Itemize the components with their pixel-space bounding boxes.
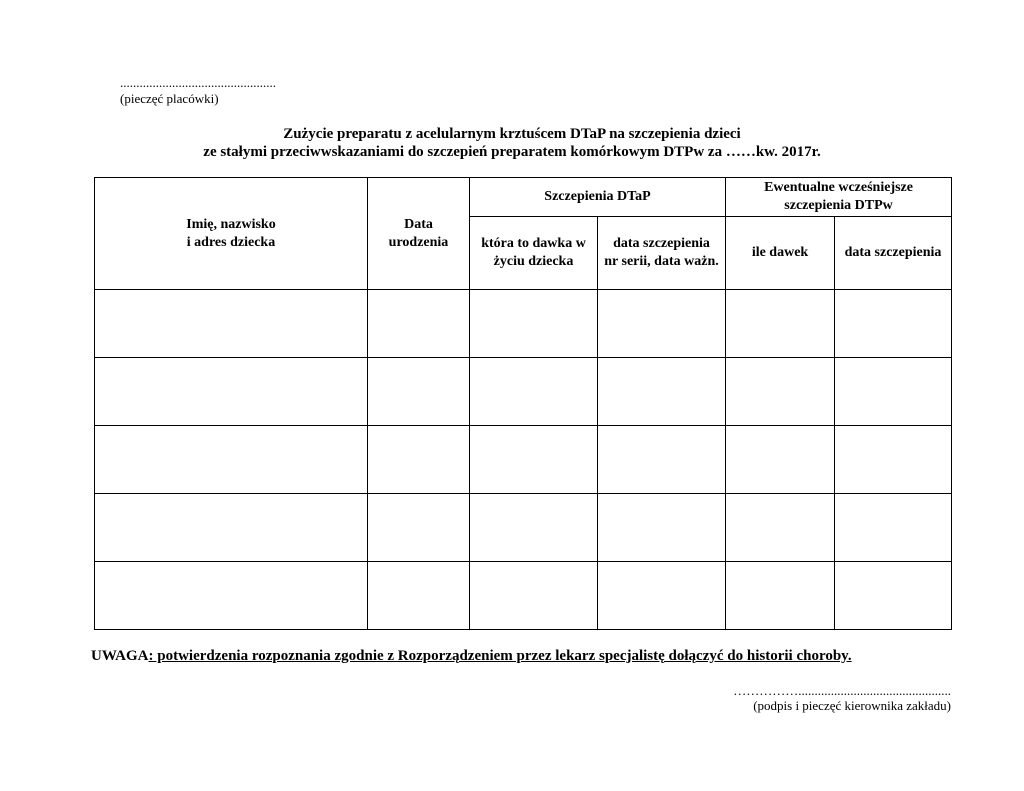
signature-placeholder-dots: ……………...............................................: [733, 683, 951, 698]
table-cell[interactable]: [835, 562, 952, 630]
header-vaccination-date-series: data szczepienia nr serii, data ważn.: [598, 217, 726, 290]
header-child-name-address: Imię, nazwisko i adres dziecka: [95, 178, 368, 290]
table-row: [95, 562, 952, 630]
table-cell[interactable]: [95, 290, 368, 358]
table-cell[interactable]: [726, 290, 835, 358]
table-cell[interactable]: [598, 562, 726, 630]
stamp-placeholder-dots: ................................................: [120, 75, 276, 90]
note: [91, 647, 852, 665]
table-cell[interactable]: [95, 562, 368, 630]
table-row: [95, 358, 952, 426]
table-cell[interactable]: [835, 426, 952, 494]
table-cell[interactable]: [726, 358, 835, 426]
header-dose-count: ile dawek: [726, 217, 835, 290]
table-cell[interactable]: [598, 426, 726, 494]
table-cell[interactable]: [368, 358, 470, 426]
table-cell[interactable]: [368, 290, 470, 358]
signature-label: (podpis i pieczęć kierownika zakładu): [753, 698, 951, 713]
table-cell[interactable]: [368, 426, 470, 494]
table-row: [95, 290, 952, 358]
note-prefix: UWAGA: [91, 648, 149, 664]
table-cell[interactable]: [835, 290, 952, 358]
document-title-line-1: Zużycie preparatu z acelularnym krztuścem DTaP na szczepienia dzieci: [283, 126, 741, 142]
table-cell[interactable]: [835, 358, 952, 426]
note-text: : potwierdzenia rozpoznania zgodnie z Rozporządzeniem przez lekarz specjalistę dołączyć do historii choroby.: [148, 648, 852, 664]
table-cell[interactable]: [95, 494, 368, 562]
table-row: [95, 494, 952, 562]
table-cell[interactable]: [470, 426, 598, 494]
table-cell[interactable]: [726, 426, 835, 494]
table-cell[interactable]: [598, 494, 726, 562]
table-cell[interactable]: [368, 562, 470, 630]
table-row: [95, 426, 952, 494]
table-cell[interactable]: [726, 562, 835, 630]
table-cell[interactable]: [835, 494, 952, 562]
table-cell[interactable]: [368, 494, 470, 562]
table-cell[interactable]: [470, 494, 598, 562]
header-date-of-birth: Data urodzenia: [368, 178, 470, 290]
table-cell[interactable]: [598, 358, 726, 426]
header-dose-number: która to dawka w życiu dziecka: [470, 217, 598, 290]
header-dtpw-vaccination-date: data szczepienia: [835, 217, 952, 290]
table-cell[interactable]: [95, 358, 368, 426]
stamp-label: (pieczęć placówki): [120, 91, 219, 106]
table-cell[interactable]: [470, 290, 598, 358]
table-cell[interactable]: [726, 494, 835, 562]
table-cell[interactable]: [470, 562, 598, 630]
document-title-line-2: ze stałymi przeciwwskazaniami do szczepień preparatem komórkowym DTPw za ……kw. 2017r.: [203, 144, 821, 160]
table-cell[interactable]: [598, 290, 726, 358]
table-cell[interactable]: [95, 426, 368, 494]
header-dtap-vaccinations: Szczepienia DTaP: [470, 178, 726, 217]
table-cell[interactable]: [470, 358, 598, 426]
header-previous-dtpw: Ewentualne wcześniejsze szczepienia DTPw: [726, 178, 952, 217]
vaccination-table: [94, 177, 952, 630]
